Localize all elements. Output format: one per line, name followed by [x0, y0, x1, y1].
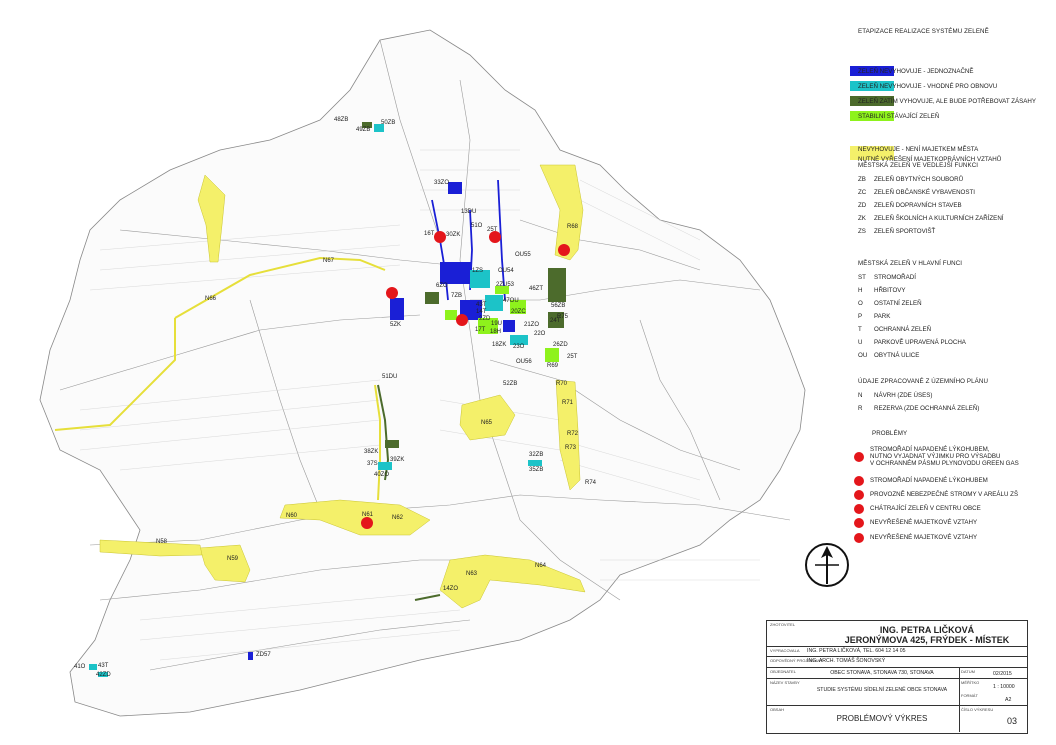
- map-label: OU54: [498, 268, 514, 274]
- map-label: 14ZO: [443, 586, 459, 592]
- map-label: 46ZT: [529, 286, 544, 292]
- code-label: OCHRANNÁ ZELEŇ: [874, 326, 932, 333]
- map-label: 51DU: [382, 374, 398, 380]
- map-label: 30ZK: [446, 232, 461, 238]
- map-label: N61: [362, 512, 374, 518]
- problem-dot-icon: [854, 490, 864, 500]
- map-label: 2ZD: [479, 316, 491, 322]
- problem-label: NEVYŘEŠENÉ MAJETKOVÉ VZTAHY: [870, 534, 978, 541]
- map-label: 22O: [534, 331, 546, 337]
- map-label: 43T: [476, 302, 487, 308]
- problem-marker: [386, 287, 398, 299]
- code-label: OSTATNÍ ZELEŇ: [874, 300, 922, 307]
- map-label: R73: [565, 445, 577, 451]
- problem-marker: [456, 314, 468, 326]
- map-label: R70: [556, 381, 568, 387]
- map-label: 41O: [74, 664, 86, 670]
- map-label: 35ZB: [529, 467, 544, 473]
- drawing-value: PROBLÉMOVÝ VÝKRES: [836, 714, 928, 723]
- scale-caption: MĚŘÍTKO: [961, 680, 980, 685]
- problem-label: NEVYŘEŠENÉ MAJETKOVÉ VZTAHY: [870, 519, 978, 526]
- client-row: [767, 667, 1027, 678]
- project-caption: NÁZEV STAVBY: [770, 680, 800, 685]
- code-label: OBYTNÁ ULICE: [874, 352, 920, 359]
- not-owned-label-1: NEVYHOVUJE - NENÍ MAJETKEM MĚSTA: [858, 146, 979, 153]
- code: ZD: [858, 202, 867, 209]
- not-owned-label-2: NUTNÉ VYŘEŠENÍ MAJETKOPRÁVNÍCH VZTAHŮ: [858, 156, 1002, 163]
- map-label: R74: [585, 480, 597, 486]
- municipal-boundary: [40, 30, 805, 716]
- designer-row: [767, 656, 1027, 665]
- code: ZK: [858, 215, 866, 222]
- format-caption: FORMÁT: [961, 693, 978, 698]
- title-block-divider: [959, 667, 960, 732]
- code: OU: [858, 352, 868, 359]
- problem-label: CHÁTRAJÍCÍ ZELEŇ V CENTRU OBCE: [870, 505, 981, 512]
- map-label: 23O: [513, 344, 525, 350]
- date-value: 02/2015: [993, 671, 1012, 677]
- category-label: STABILNÍ STÁVAJÍCÍ ZELEŇ: [858, 113, 940, 120]
- code-label: PARK: [874, 313, 891, 320]
- problem-label: V OCHRANNÉM PÁSMU PLYNOVODU GREEN GAS: [870, 460, 1019, 467]
- map-label: 42ZD: [96, 672, 111, 678]
- problem-dot-icon: [854, 533, 864, 543]
- map-label: 47OU: [503, 298, 519, 304]
- map-label: OU55: [515, 252, 531, 258]
- drawing-caption: OBSAH: [770, 707, 785, 712]
- map-label: 32ZB: [529, 452, 544, 458]
- code-label: NÁVRH (ZDE ÚSES): [874, 392, 933, 399]
- map-label: 26ZD: [553, 342, 568, 348]
- map-label: 43T: [98, 663, 109, 669]
- code-label: STROMOŘADÍ: [874, 274, 916, 281]
- code: O: [858, 300, 863, 307]
- code-label: ZELEŇ SPORTOVIŠŤ: [874, 228, 936, 235]
- project-value: STUDIE SYSTÉMU SÍDELNÍ ZELENĚ OBCE STONAVA: [816, 687, 948, 693]
- code: T: [858, 326, 862, 333]
- map-label: N60: [286, 513, 298, 519]
- problem-label: STROMOŘADÍ NAPADENÉ LÝKOHUBEM,: [870, 446, 990, 453]
- code: ZS: [858, 228, 866, 235]
- problem-dot-icon: [854, 518, 864, 528]
- map-label: 21ZO: [524, 322, 540, 328]
- map-label: 56ZB: [551, 303, 566, 309]
- map-label: 20ZC: [511, 309, 526, 315]
- map-label: 39ZK: [390, 457, 405, 463]
- problem-dot-icon: [854, 452, 864, 462]
- map-label: 48ZB: [334, 117, 349, 123]
- map-label: ZD57: [256, 652, 271, 658]
- map-label: R69: [547, 363, 559, 369]
- number-value: 03: [1007, 716, 1018, 726]
- category-label: ZELEŇ NEVYHOVUJE - VHODNÉ PRO OBNOVU: [858, 83, 998, 90]
- map-label: 18ZK: [492, 342, 507, 348]
- map-label: N66: [205, 296, 217, 302]
- map-label: 5ZK: [390, 322, 402, 328]
- map-label: 2ZU53: [496, 282, 515, 288]
- map-label: 49ZB: [356, 127, 371, 133]
- code: R: [858, 405, 863, 412]
- date-caption: DATUM: [961, 669, 975, 674]
- author-name: ING. PETRA LIČKOVÁ: [879, 625, 975, 635]
- problem-marker: [361, 517, 373, 529]
- map-label: 40ZO: [374, 472, 390, 478]
- author-caption: ZHOTOVITEL: [770, 622, 796, 627]
- map-label: 1ZS: [472, 268, 484, 274]
- problem-label: NUTNO VYJADNAT VÝJIMKU PRO VÝSADBU: [870, 453, 1001, 460]
- map-label: R71: [562, 400, 574, 406]
- drawing-row: [767, 705, 1027, 733]
- map-label: 38ZK: [364, 449, 379, 455]
- problems-title: PROBLÉMY: [872, 430, 908, 437]
- code: ST: [858, 274, 866, 281]
- code-label: ZELEŇ OBČANSKÉ VYBAVENOSTI: [874, 189, 975, 196]
- map-label: 17T: [475, 327, 486, 333]
- prepared-caption: VYPRACOVALA: [770, 648, 800, 653]
- format-value: A2: [1005, 697, 1012, 703]
- code: N: [858, 392, 863, 399]
- map-label: 13DU: [461, 209, 477, 215]
- map-label: 6ZO: [436, 283, 448, 289]
- map-label: 50ZB: [381, 120, 396, 126]
- map-label: 25T: [487, 227, 498, 233]
- code-label: ZELEŇ OBYTNÝCH SOUBORŮ: [874, 176, 964, 183]
- project-row: [767, 678, 1027, 705]
- map-label: N67: [323, 258, 335, 264]
- secondary-title: MĚSTSKÁ ZELEŇ VE VEDLEJŠÍ FUNKCI: [858, 162, 979, 169]
- map-label: N63: [466, 571, 478, 577]
- code: P: [858, 313, 863, 320]
- category-label: ZELEŇ NEVYHOVUJE - JEDNOZNAČNĚ: [858, 68, 974, 75]
- problem-dot-icon: [854, 504, 864, 514]
- prepared-value: ING. PETRA LIČKOVÁ, TEL. 604 12 14 05: [807, 648, 906, 654]
- map-label: 16T: [424, 231, 435, 237]
- designer-value: ING. ARCH. TOMÁŠ ŠONOVSKÝ: [807, 658, 886, 664]
- map-label: 52ZB: [503, 381, 518, 387]
- map-label: OU56: [516, 359, 532, 365]
- plan-title: ÚDAJE ZPRACOVANÉ Z ÚZEMNÍHO PLÁNU: [858, 378, 989, 385]
- legend-title: ETAPIZACE REALIZACE SYSTÉMU ZELENĚ: [858, 28, 989, 35]
- code: ZB: [858, 176, 866, 183]
- code-label: ZELEŇ ŠKOLNÍCH A KULTURNÍCH ZAŘÍZENÍ: [874, 215, 1004, 222]
- title-block: [766, 620, 1028, 734]
- category-label: ZELEŇ ZATÍM VYHOVUJE, ALE BUDE POTŘEBOVAT ZÁSAHY: [858, 98, 1036, 105]
- north-arrow-icon: [804, 542, 850, 588]
- map-label: N58: [156, 539, 168, 545]
- problem-dot-icon: [854, 476, 864, 486]
- scale-value: 1 : 10000: [993, 684, 1015, 690]
- code: H: [858, 287, 863, 294]
- author-address: JERONÝMOVA 425, FRÝDEK - MÍSTEK: [844, 635, 1010, 645]
- map-label: 33ZO: [434, 180, 450, 186]
- number-caption: ČÍSLO VÝKRESU: [961, 707, 994, 712]
- map-label: 51O: [471, 223, 483, 229]
- code: U: [858, 339, 863, 346]
- prepared-row: [767, 646, 1027, 655]
- map-label: 24T: [550, 318, 561, 324]
- problem-marker: [558, 244, 570, 256]
- map-label: N59: [227, 556, 239, 562]
- map-label: 25T: [567, 354, 578, 360]
- map-label: 18H: [490, 329, 502, 335]
- main-title: MĚSTSKÁ ZELEŇ V HLAVNÍ FUNCI: [858, 260, 963, 267]
- map-label: R75: [557, 314, 569, 320]
- map-label: 37S: [367, 461, 378, 467]
- client-value: OBEC STONAVA, STONAVA 730, STONAVA: [830, 670, 934, 676]
- map-label: R68: [567, 224, 579, 230]
- map-label: 19U: [491, 321, 503, 327]
- problem-marker: [434, 231, 446, 243]
- code-label: ZELEŇ DOPRAVNÍCH STAVEB: [874, 202, 962, 209]
- map-label: R72: [567, 431, 579, 437]
- code-label: PARKOVĚ UPRAVENÁ PLOCHA: [874, 339, 966, 346]
- code: ZC: [858, 189, 867, 196]
- designer-caption: ODPOVĚDNÝ PROJEKTANT: [770, 658, 823, 663]
- problem-label: PROVOZNĚ NEBEZPEČNÉ STROMY V AREÁLU ZŠ: [870, 491, 1019, 498]
- code-label: HŘBITOVY: [874, 287, 906, 294]
- map-label: N64: [535, 563, 547, 569]
- map-label: N65: [481, 420, 493, 426]
- map-label: 14T: [476, 309, 487, 315]
- problem-label: STROMOŘADÍ NAPADENÉ LÝKOHUBEM: [870, 477, 988, 484]
- map-label: N62: [392, 515, 404, 521]
- code-label: REZERVA (ZDE OCHRANNÁ ZELEŇ): [874, 405, 980, 412]
- client-caption: OBJEDNATEL: [770, 669, 796, 674]
- map-label: 7ZB: [451, 293, 463, 299]
